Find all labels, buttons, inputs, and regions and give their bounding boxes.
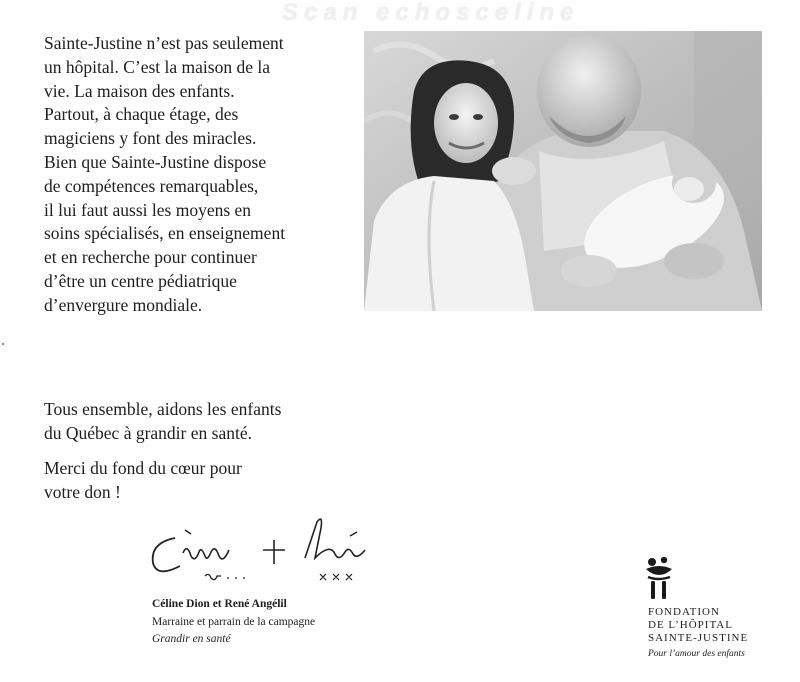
child-figure-logo-icon	[642, 555, 676, 601]
lead-line: de compétences remarquables,	[44, 175, 259, 196]
lead-line: d’envergure mondiale.	[44, 294, 203, 315]
foundation-name	[648, 606, 748, 645]
lead-line: magiciens y font des miracles.	[44, 128, 257, 149]
campaign-name: Grandir en santé	[152, 633, 231, 645]
signer-role: Marraine et parrain de la campagne	[152, 616, 316, 628]
lead-line: vie. La maison des enfants.	[44, 80, 235, 101]
foundation-line: SAINTE-JUSTINE	[648, 632, 749, 644]
lead-line: d’être un centre pédiatrique	[44, 270, 237, 291]
lead-line: il lui faut aussi les moyens en	[44, 199, 252, 220]
scan-watermark: Scan echosceline	[282, 0, 580, 26]
lead-line: un hôpital. C’est la maison de la	[44, 56, 270, 77]
photo-illustration	[364, 31, 762, 311]
lead-line: et en recherche pour continuer	[44, 247, 257, 268]
closing-line: du Québec à grandir en santé.	[44, 423, 252, 443]
scan-speck	[2, 343, 4, 345]
family-photo	[364, 31, 762, 311]
lead-line: Bien que Sainte-Justine dispose	[44, 151, 267, 172]
thanks-line: Merci du fond du cœur pour	[44, 458, 242, 478]
foundation-line: DE L’HÔPITAL	[648, 619, 733, 631]
thanks-paragraph	[44, 456, 344, 504]
foundation-tagline: Pour l’amour des enfants	[648, 649, 745, 659]
foundation-line: FONDATION	[648, 606, 720, 618]
lead-paragraph	[44, 32, 344, 318]
thanks-line: votre don !	[44, 482, 121, 502]
lead-line: Sainte-Justine n’est pas seulement	[44, 33, 284, 53]
signer-name: Céline Dion et René Angélil	[152, 598, 287, 610]
closing-line: Tous ensemble, aidons les enfants	[44, 399, 282, 419]
lead-line: Partout, à chaque étage, des	[44, 104, 239, 125]
lead-line: soins spécialisés, en enseignement	[44, 223, 286, 244]
handwritten-signature	[145, 508, 375, 588]
closing-paragraph	[44, 397, 344, 445]
